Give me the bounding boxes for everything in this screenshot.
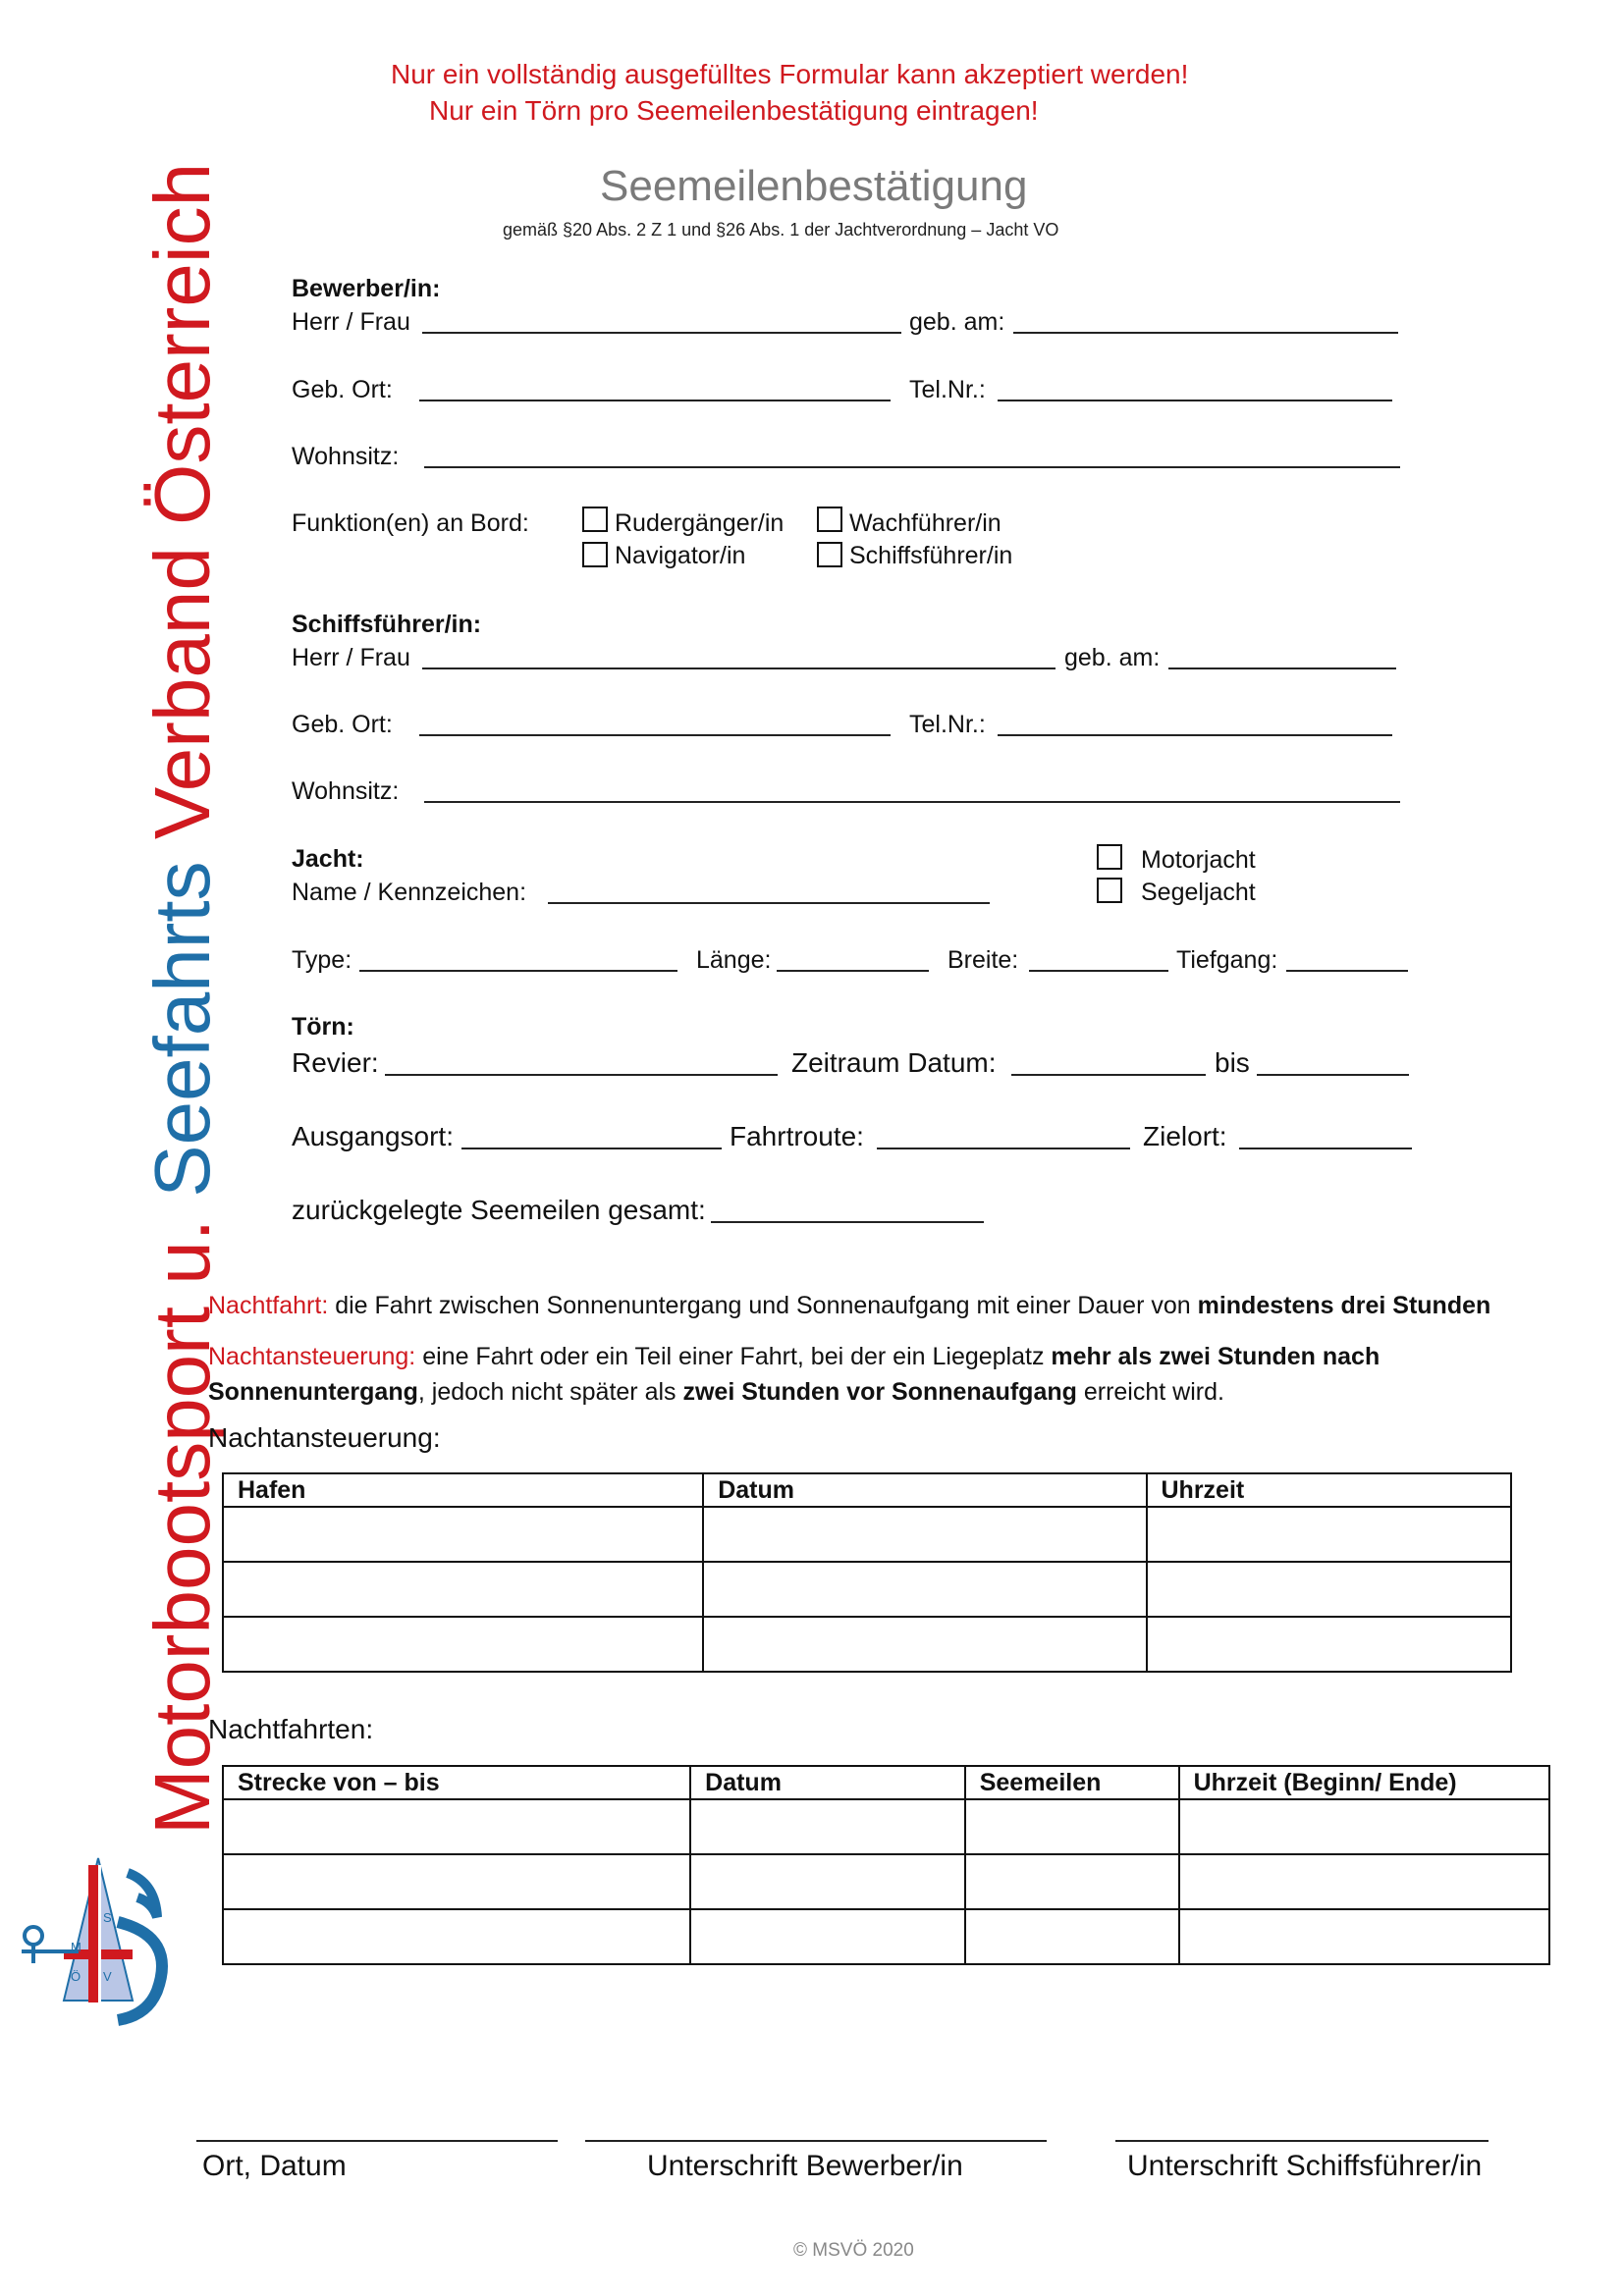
- copyright-notice: © MSVÖ 2020: [793, 2240, 914, 2261]
- function-skipper-label: Schiffsführer/in: [849, 542, 1013, 569]
- table-cell[interactable]: [965, 1799, 1179, 1854]
- night-trips-table: [222, 1765, 1550, 1965]
- page-title: Seemeilenbestätigung: [600, 162, 1028, 210]
- msvo-logo: [20, 1853, 187, 2030]
- table-cell[interactable]: [1147, 1617, 1512, 1672]
- table-row: [223, 1909, 1549, 1964]
- logo-letter-m: M: [71, 1940, 81, 1954]
- applicant-residence-label: Wohnsitz:: [292, 443, 400, 470]
- warning-one-trip: Nur ein Törn pro Seemeilenbestätigung eintragen!: [429, 95, 1039, 126]
- trip-until-label: bis: [1215, 1047, 1250, 1078]
- function-watch-leader-label: Wachführer/in: [849, 509, 1001, 537]
- table-cell[interactable]: [1147, 1507, 1512, 1562]
- applicant-birthplace-label: Geb. Ort:: [292, 376, 393, 403]
- table-cell[interactable]: [223, 1617, 703, 1672]
- trip-start-label: Ausgangsort:: [292, 1121, 454, 1151]
- function-navigator-checkbox[interactable]: [582, 542, 608, 567]
- table-row: [223, 1799, 1549, 1854]
- table-cell[interactable]: [690, 1909, 965, 1964]
- yacht-type-label: Type:: [292, 946, 352, 974]
- table-cell[interactable]: [690, 1799, 965, 1854]
- column-header-route: Strecke von – bis: [223, 1766, 690, 1799]
- applicant-residence-field[interactable]: [424, 466, 1400, 468]
- skipper-heading: Schiffsführer/in:: [292, 611, 482, 638]
- table-cell[interactable]: [690, 1854, 965, 1909]
- applicant-birthplace-field[interactable]: [419, 400, 891, 401]
- table-header-row: [223, 1473, 1511, 1507]
- night-approach-text1: eine Fahrt oder ein Teil einer Fahrt, bei der ein Liegeplatz: [415, 1343, 1052, 1370]
- table-cell[interactable]: [1179, 1799, 1549, 1854]
- trip-area-field[interactable]: [385, 1074, 778, 1076]
- applicant-name-field[interactable]: [422, 332, 901, 334]
- skipper-signature-label: Unterschrift Schiffsführer/in: [1127, 2150, 1483, 2182]
- sidebar-text-part2: Seefahrts: [138, 861, 226, 1198]
- trip-period-from-field[interactable]: [1011, 1074, 1206, 1076]
- night-trip-text: die Fahrt zwischen Sonnenuntergang und Sonnenaufgang mit einer Dauer von: [328, 1292, 1198, 1319]
- sidebar-text-part1: Motorbootsport u.: [138, 1197, 226, 1835]
- night-approach-table-label: Nachtansteuerung:: [208, 1422, 441, 1453]
- table-row: [223, 1562, 1511, 1617]
- skipper-dob-label: geb. am:: [1064, 644, 1161, 671]
- table-cell[interactable]: [223, 1507, 703, 1562]
- definition-night-approach: [208, 1339, 1485, 1410]
- place-date-label: Ort, Datum: [202, 2150, 347, 2182]
- column-header-date: Datum: [690, 1766, 965, 1799]
- skipper-phone-label: Tel.Nr.:: [909, 711, 986, 738]
- trip-destination-label: Zielort:: [1143, 1121, 1227, 1151]
- yacht-width-field[interactable]: [1029, 970, 1168, 972]
- function-skipper-checkbox[interactable]: [817, 542, 842, 567]
- table-cell[interactable]: [1179, 1854, 1549, 1909]
- night-trips-table-label: Nachtfahrten:: [208, 1714, 374, 1744]
- trip-start-field[interactable]: [461, 1148, 722, 1149]
- skipper-residence-label: Wohnsitz:: [292, 777, 400, 805]
- trip-route-field[interactable]: [877, 1148, 1130, 1149]
- applicant-name-label: Herr / Frau: [292, 308, 410, 336]
- yacht-draft-label: Tiefgang:: [1176, 946, 1278, 974]
- page-subtitle: gemäß §20 Abs. 2 Z 1 und §26 Abs. 1 der Jachtverordnung – Jacht VO: [503, 220, 1059, 240]
- sidebar-text-part3: Verband Österreich: [138, 162, 226, 862]
- function-helmsman-label: Rudergänger/in: [615, 509, 785, 537]
- yacht-type-field[interactable]: [359, 970, 677, 972]
- skipper-dob-field[interactable]: [1168, 667, 1396, 669]
- yacht-name-label: Name / Kennzeichen:: [292, 879, 527, 906]
- yacht-width-label: Breite:: [947, 946, 1019, 974]
- trip-period-to-field[interactable]: [1257, 1074, 1409, 1076]
- trip-route-label: Fahrtroute:: [730, 1121, 864, 1151]
- logo-letter-s: S: [103, 1910, 112, 1925]
- night-approach-text3: erreicht wird.: [1076, 1378, 1224, 1406]
- table-cell[interactable]: [1179, 1909, 1549, 1964]
- yacht-draft-field[interactable]: [1286, 970, 1408, 972]
- night-approach-text2: , jedoch nicht später als: [417, 1378, 683, 1406]
- applicant-phone-field[interactable]: [998, 400, 1392, 401]
- sailing-yacht-label: Segeljacht: [1141, 879, 1256, 906]
- yacht-heading: Jacht:: [292, 845, 364, 873]
- trip-heading: Törn:: [292, 1013, 354, 1041]
- skipper-birthplace-label: Geb. Ort:: [292, 711, 393, 738]
- table-cell[interactable]: [223, 1909, 690, 1964]
- trip-period-label: Zeitraum Datum:: [791, 1047, 997, 1078]
- motor-yacht-label: Motorjacht: [1141, 846, 1256, 874]
- applicant-phone-label: Tel.Nr.:: [909, 376, 986, 403]
- functions-label: Funktion(en) an Bord:: [292, 509, 529, 537]
- night-trip-term: Nachtfahrt:: [208, 1292, 329, 1319]
- table-cell[interactable]: [223, 1854, 690, 1909]
- night-approach-table: [222, 1472, 1512, 1673]
- table-cell[interactable]: [1147, 1562, 1512, 1617]
- column-header-port: Hafen: [223, 1473, 703, 1507]
- trip-destination-field[interactable]: [1239, 1148, 1412, 1149]
- column-header-date: Datum: [703, 1473, 1146, 1507]
- definition-night-trip: [208, 1292, 1524, 1320]
- skipper-residence-field[interactable]: [424, 801, 1400, 803]
- motor-yacht-checkbox[interactable]: [1097, 844, 1122, 870]
- sidebar-org-name: [138, 136, 226, 1835]
- table-cell[interactable]: [703, 1507, 1146, 1562]
- yacht-length-field[interactable]: [777, 970, 929, 972]
- function-watch-leader-checkbox[interactable]: [817, 507, 842, 532]
- logo-letter-v: V: [103, 1969, 112, 1984]
- applicant-heading: Bewerber/in:: [292, 275, 441, 302]
- applicant-signature-line[interactable]: [585, 2140, 1047, 2142]
- table-cell[interactable]: [965, 1854, 1179, 1909]
- trip-total-label: zurückgelegte Seemeilen gesamt:: [292, 1195, 706, 1225]
- skipper-phone-field[interactable]: [998, 734, 1392, 736]
- skipper-birthplace-field[interactable]: [419, 734, 891, 736]
- yacht-name-field[interactable]: [548, 902, 990, 904]
- table-header-row: [223, 1766, 1549, 1799]
- skipper-name-field[interactable]: [422, 667, 1056, 669]
- applicant-dob-label: geb. am:: [909, 308, 1005, 336]
- trip-total-field[interactable]: [711, 1221, 984, 1223]
- table-row: [223, 1617, 1511, 1672]
- table-cell[interactable]: [703, 1562, 1146, 1617]
- table-cell[interactable]: [965, 1909, 1179, 1964]
- warning-complete-form: Nur ein vollständig ausgefülltes Formular kann akzeptiert werden!: [391, 59, 1189, 89]
- table-cell[interactable]: [703, 1617, 1146, 1672]
- night-approach-bold2: zwei Stunden vor Sonnenaufgang: [682, 1378, 1077, 1406]
- skipper-signature-line[interactable]: [1115, 2140, 1489, 2142]
- table-cell[interactable]: [223, 1562, 703, 1617]
- function-helmsman-checkbox[interactable]: [582, 507, 608, 532]
- place-date-signature-line[interactable]: [196, 2140, 558, 2142]
- column-header-nautical-miles: Seemeilen: [965, 1766, 1179, 1799]
- night-approach-term: Nachtansteuerung:: [208, 1343, 416, 1370]
- applicant-signature-label: Unterschrift Bewerber/in: [647, 2150, 963, 2182]
- function-navigator-label: Navigator/in: [615, 542, 746, 569]
- logo-letter-o: Ö: [71, 1969, 81, 1984]
- table-row: [223, 1507, 1511, 1562]
- applicant-dob-field[interactable]: [1013, 332, 1398, 334]
- night-trip-bold: mindestens drei Stunden: [1197, 1292, 1491, 1319]
- table-cell[interactable]: [223, 1799, 690, 1854]
- skipper-name-label: Herr / Frau: [292, 644, 410, 671]
- column-header-time: Uhrzeit: [1147, 1473, 1512, 1507]
- sailing-yacht-checkbox[interactable]: [1097, 878, 1122, 903]
- column-header-time-range: Uhrzeit (Beginn/ Ende): [1179, 1766, 1549, 1799]
- night-approach-bold1: mehr als zwei Stunden nach Sonnenuntergang: [208, 1343, 1380, 1406]
- table-row: [223, 1854, 1549, 1909]
- trip-area-label: Revier:: [292, 1047, 379, 1078]
- yacht-length-label: Länge:: [696, 946, 772, 974]
